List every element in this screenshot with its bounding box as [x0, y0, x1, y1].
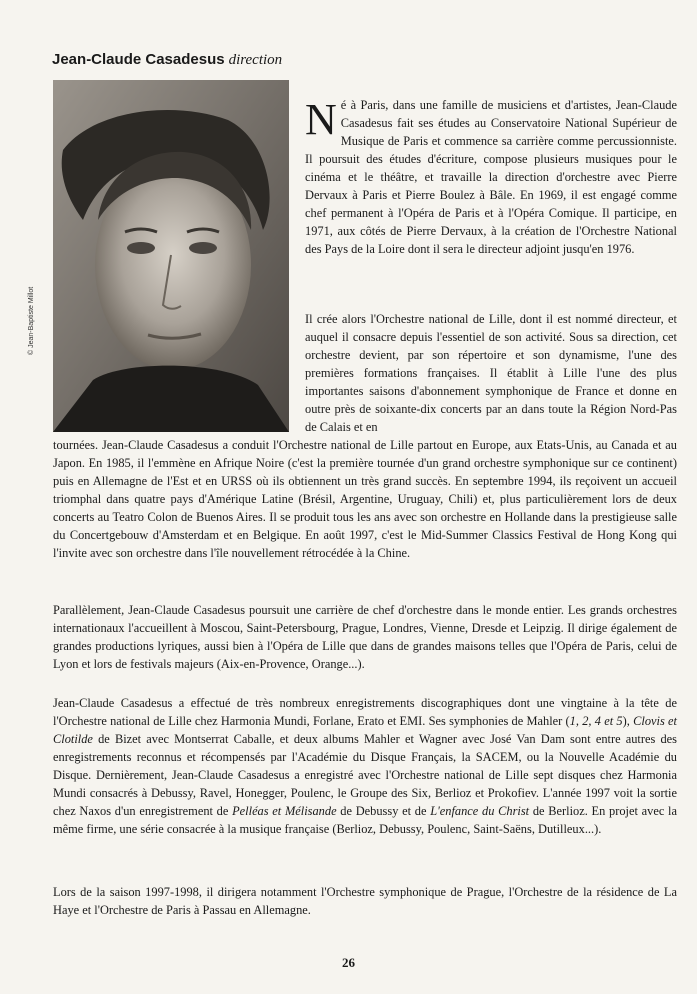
- bio-paragraph-1-text: é à Paris, dans une famille de musiciens et d'artistes, Jean-Claude Casadesus fait ses études au Conservatoire National Supérieur de Musique de Paris et commence sa carrière comme percussionniste. Il poursuit des études d'écriture, compose plusieurs musiques pour le cinéma et le théâtre, et travaille la direction d'orchestre avec Pierre Dervaux à Paris et Pierre Boulez à Bâle. En 1969, il est engagé comme chef permanent à l'Opéra de Paris et à l'Opéra Comique. Il participe, en 1971, aux côtés de Pierre Dervaux, à la création de l'Orchestre National des Pays de la Loire dont il sera le directeur adjoint jusqu'en 1976.: [305, 98, 677, 257]
- drop-cap: N: [305, 95, 337, 144]
- page-title: [52, 50, 282, 70]
- p4-italic-clovis: Clovis et Clotilde: [53, 714, 677, 747]
- portrait-photo: [53, 80, 289, 432]
- bio-paragraph-5: [53, 883, 677, 919]
- p4-italic-symphonies: 1, 2, 4 et 5: [569, 714, 623, 729]
- bio-paragraph-5-text: Lors de la saison 1997-1998, il dirigera notamment l'Orchestre symphonique de Prague, l'Orchestre de la résidence de La Haye et l'Orchestre de Paris à Passau en Allemagne.: [53, 885, 677, 918]
- p4-part-e: de Berlioz. En projet avec la même firme, une série consacrée à la musique française (Berlioz, Debussy, Poulenc, Saint-Saëns, Dutilleux...).: [53, 804, 677, 837]
- bio-paragraph-4: [53, 694, 677, 838]
- portrait-image: [53, 80, 289, 432]
- bio-paragraph-3: [53, 601, 677, 673]
- p4-italic-pelleas: Pelléas et Mélisande: [232, 804, 337, 819]
- conductor-name: Jean-Claude Casadesus: [52, 51, 225, 68]
- bio-paragraph-4-text: [53, 694, 677, 838]
- page-number: 26: [342, 955, 355, 970]
- p4-part-d: de Debussy et de: [336, 804, 431, 819]
- bio-paragraph-2-end: tournées. Jean-Claude Casadesus a conduit l'Orchestre national de Lille partout en Europe, aux Etats-Unis, au Canada et au Japon. En 1985, il l'emmène en Afrique Noire (c'est la première tournée d'un grand orchestre symphonique sur ce continent) puis en Allemagne de l'Est et en URSS où ils obtiennent un très grand succès. En septembre 1994, ils reçoivent un accueil triomphal dans quatre pays d'Amérique Latine (Brésil, Argentine, Uruguay, Chili) et, plus particulièrement lors de deux concerts au Teatro Colon de Buenos Aires. Il se produit tous les ans avec son orchestre en Hollande dans la prestigieuse salle du Concertgebouw d'Amsterdam et en Belgique. En août 1997, c'est le Mid-Summer Classics Festival de Hong Kong qui l'invite avec son orchestre dans l'île nouvellement rétrocédée à la Chine.: [53, 438, 677, 561]
- p4-part-b: ),: [622, 714, 634, 729]
- bio-paragraph-2-continuation: [53, 436, 677, 562]
- p4-part-c: de Bizet avec Montserrat Caballe, et deux albums Mahler et Wagner avec José Van Dam sont entre autres des enregistrements reconnus et récompensés par l'Académie du Disque Français, la SACEM, ou la Nouvelle Académie du Disque. Dernièrement, Jean-Claude Casadesus a enregistré avec l'Orchestre national de Lille sept disques chez Harmonia Mundi consacrés à Debussy, Ravel, Honegger, Poulenc, le Groupe des Six, Berlioz et Prokofiev. L'année 1997 voit la sortie chez Naxos d'un enregistrement de: [53, 732, 677, 819]
- bio-paragraph-2-start: Il crée alors l'Orchestre national de Lille, dont il est nommé directeur, et auquel il consacre depuis l'essentiel de son activité. Sous sa direction, cet orchestre devient, par son répertoire et son dynamisme, l'une des premières formations françaises. Il établit à Lille l'une des plus importantes saisons d'abonnement symphonique de France et donne en outre près de soixante-dix concerts par an dans toute la Région Nord-Pas de Calais et en: [305, 312, 677, 435]
- conductor-role: direction: [228, 52, 283, 68]
- bio-paragraph-2-column: [305, 310, 677, 436]
- p4-italic-enfance: L'enfance du Christ: [430, 804, 530, 819]
- bio-paragraph-3-text: Parallèlement, Jean-Claude Casadesus poursuit une carrière de chef d'orchestre dans le monde entier. Les grands orchestres internationaux l'accueillent à Moscou, Saint-Petersbourg, Prague, Londres, Vienne, Dresde et Leipzig. Il dirige également de grandes productions lyriques, aussi bien à l'Opéra de Lille que dans de grandes maisons telles que l'Opéra de Paris, celui de Lyon et lors de festivals majeurs (Aix-en-Provence, Orange...).: [53, 603, 677, 672]
- p4-part-a: Jean-Claude Casadesus a effectué de très nombreux enregistrements discographiques dont une vingtaine à la tête de l'Orchestre national de Lille chez Harmonia Mundi, Forlane, Erato et EMI. Ses symphonies de Mahler (: [53, 696, 677, 729]
- photo-credit: © Jean-Baptiste Millot: [28, 286, 35, 355]
- bio-paragraph-1: [305, 96, 677, 258]
